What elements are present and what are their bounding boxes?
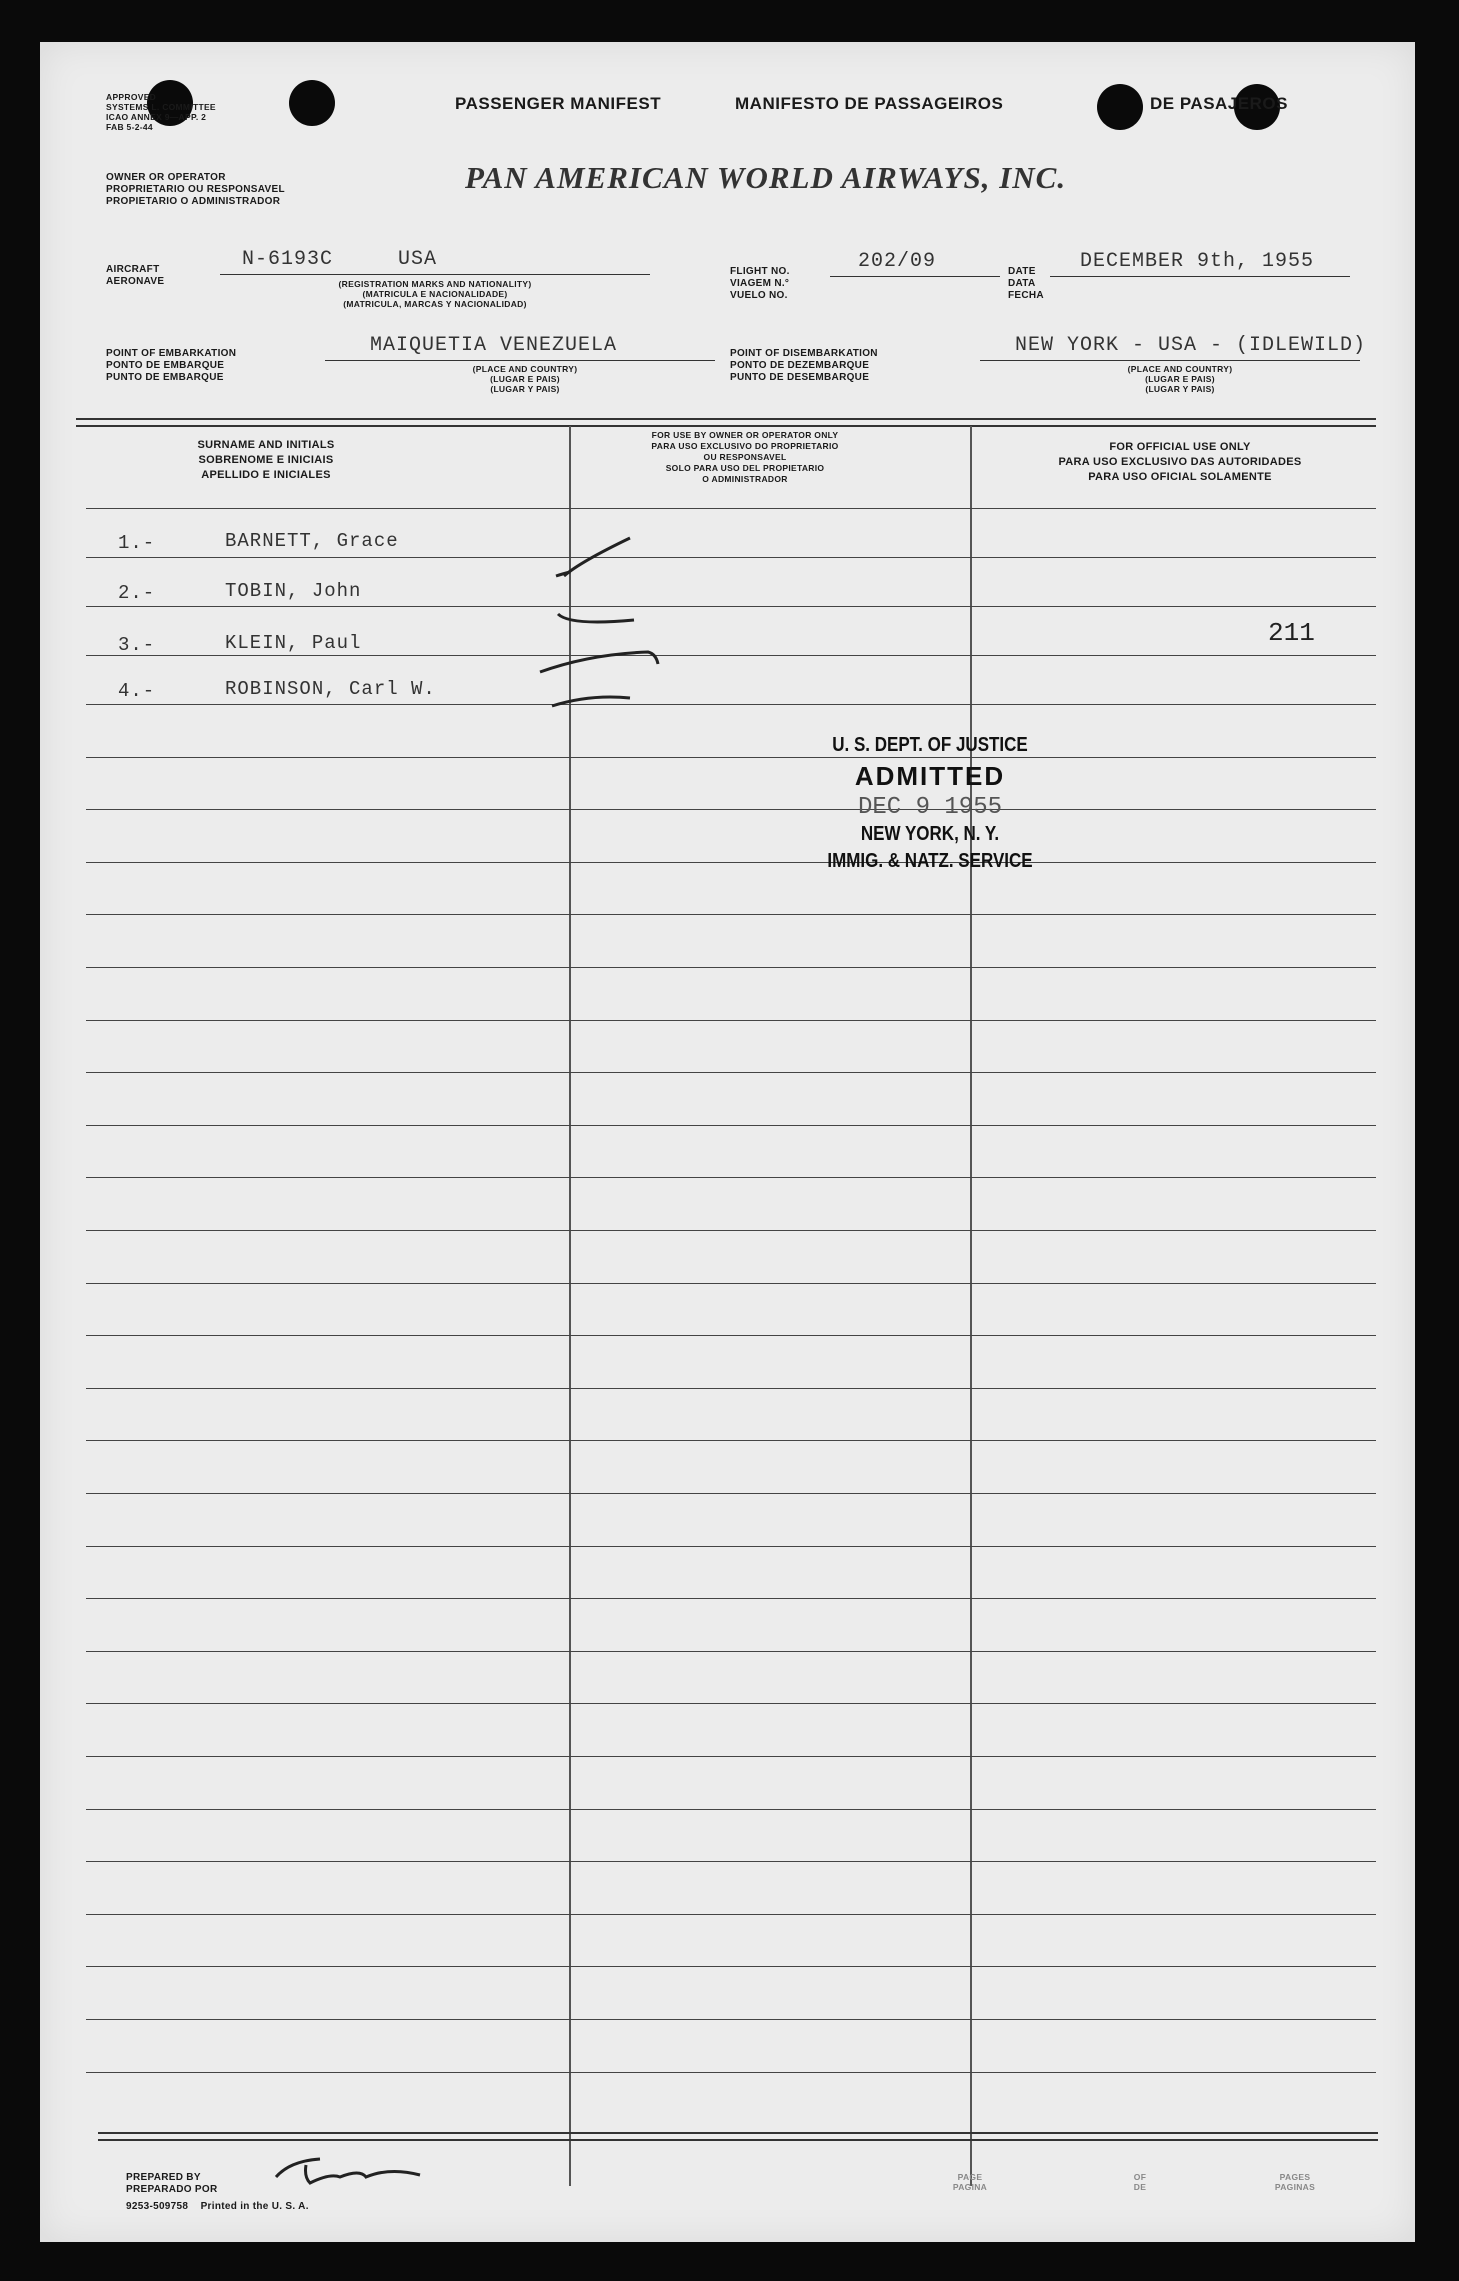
- row-rule: [86, 1598, 1376, 1599]
- column-header-line: PARA USO EXCLUSIVO DO PROPRIETARIO: [651, 441, 839, 451]
- table-bottom-rule: [98, 2132, 1378, 2141]
- passenger-number: 3.-: [118, 634, 156, 656]
- aircraft-sublabel: (REGISTRATION MARKS AND NATIONALITY): [338, 279, 532, 289]
- preparer-signature: [270, 2147, 460, 2197]
- column-header-line: SOLO PARA USO DEL PROPIETARIO: [665, 463, 825, 473]
- check-mark: [552, 697, 630, 706]
- column-header-line: SURNAME AND INITIALS: [197, 439, 335, 451]
- aircraft-sublabel: (MATRICULA, MARCAS Y NACIONALIDAD): [343, 299, 527, 309]
- flight-value: 202/09: [858, 250, 937, 273]
- passenger-number: 4.-: [118, 680, 156, 702]
- embarkation-label: PONTO DE EMBARQUE: [106, 360, 225, 371]
- row-rule: [86, 2072, 1376, 2073]
- row-rule: [86, 1177, 1376, 1178]
- check-mark: [540, 652, 658, 672]
- check-mark: [556, 572, 570, 576]
- embarkation-label: POINT OF EMBARKATION: [106, 348, 237, 359]
- row-rule: [86, 655, 1376, 656]
- field-underline: [220, 274, 650, 275]
- column-header-line: APELLIDO E INICIALES: [201, 469, 331, 481]
- approval-line: SYSTEMS L. COMMITTEE: [106, 102, 216, 112]
- prepared-label: PREPARADO POR: [126, 2184, 218, 2195]
- disembarkation-label: PUNTO DE DESEMBARQUE: [730, 372, 870, 383]
- row-rule: [86, 508, 1376, 509]
- stamp-line: IMMIG. & NATZ. SERVICE: [827, 850, 1033, 872]
- row-rule: [86, 704, 1376, 705]
- row-rule: [86, 1756, 1376, 1757]
- passenger-number: 1.-: [118, 532, 156, 554]
- approval-line: ICAO ANNEX 9—APP. 2: [106, 112, 207, 122]
- row-rule: [86, 1335, 1376, 1336]
- check-mark: [558, 614, 634, 622]
- aircraft-sublabel: (MATRICULA E NACIONALIDADE): [362, 289, 508, 299]
- form-code-text: 9253-509758: [126, 2201, 189, 2212]
- row-rule: [86, 1125, 1376, 1126]
- date-label: DATA: [1008, 278, 1036, 289]
- title-english: PASSENGER MANIFEST: [455, 94, 662, 113]
- row-rule: [86, 1546, 1376, 1547]
- row-rule: [86, 862, 1376, 863]
- row-rule: [86, 809, 1376, 810]
- passenger-number: 2.-: [118, 582, 156, 604]
- column-divider: [970, 426, 972, 2186]
- page-labels: [940, 2172, 1000, 2192]
- row-rule: [86, 557, 1376, 558]
- disembarkation-sublabel: (PLACE AND COUNTRY): [1127, 364, 1233, 374]
- aircraft-label: AIRCRAFT: [106, 264, 160, 275]
- row-rule: [86, 1914, 1376, 1915]
- row-rule: [86, 1230, 1376, 1231]
- airline-name: PAN AMERICAN WORLD AIRWAYS, INC.: [465, 160, 1067, 195]
- stamp-line: DEC 9 1955: [857, 794, 1003, 821]
- owner-label: OWNER OR OPERATOR: [106, 172, 226, 183]
- stamp-line: U. S. DEPT. OF JUSTICE: [832, 734, 1028, 756]
- title-spanish: DE PASAJEROS: [1150, 94, 1288, 113]
- embarkation-value: MAIQUETIA VENEZUELA: [370, 334, 618, 357]
- approval-line: FAB 5-2-44: [106, 122, 153, 132]
- date-label: DATE: [1008, 266, 1036, 277]
- row-rule: [86, 606, 1376, 607]
- row-rule: [86, 2019, 1376, 2020]
- disembarkation-labels: [730, 348, 878, 384]
- embarkation-sublabel: (LUGAR Y PAIS): [490, 384, 560, 394]
- disembarkation-sublabel: (LUGAR E PAIS): [1145, 374, 1215, 384]
- aircraft-value: N-6193C USA: [242, 248, 438, 271]
- row-rule: [86, 967, 1376, 968]
- row-rule: [86, 1966, 1376, 1967]
- disembarkation-value: NEW YORK - USA - (IDLEWILD): [1015, 334, 1367, 357]
- embarkation-sublabels: [440, 364, 610, 394]
- row-rule: [86, 1703, 1376, 1704]
- disembarkation-sublabels: [1090, 364, 1270, 394]
- row-rule: [86, 1440, 1376, 1441]
- field-underline: [830, 276, 1000, 277]
- date-label: FECHA: [1008, 290, 1044, 301]
- passenger-name: KLEIN, Paul: [225, 632, 362, 654]
- row-rule: [86, 757, 1376, 758]
- column-header-line: FOR OFFICIAL USE ONLY: [1109, 441, 1251, 453]
- stamp-line: NEW YORK, N. Y.: [860, 823, 1000, 845]
- page-label: PAGE: [957, 2172, 983, 2182]
- embarkation-labels: [106, 348, 236, 384]
- admitted-stamp: [780, 734, 1080, 873]
- column-header-owner: [580, 430, 910, 485]
- disembarkation-label: POINT OF DISEMBARKATION: [730, 348, 878, 359]
- flight-label: FLIGHT NO.: [730, 266, 790, 277]
- prepared-label: PREPARED BY: [126, 2172, 201, 2183]
- approval-line: APPROVED: [106, 92, 157, 102]
- column-header-line: PARA USO EXCLUSIVO DAS AUTORIDADES: [1058, 456, 1302, 468]
- pages-label: PAGINAS: [1274, 2182, 1316, 2192]
- field-underline: [325, 360, 715, 361]
- prepared-labels: [126, 2172, 218, 2196]
- punch-hole: [1097, 84, 1143, 130]
- column-header-name: [106, 438, 426, 483]
- check-marks: [480, 522, 720, 762]
- of-labels: [1120, 2172, 1160, 2192]
- of-label: OF: [1133, 2172, 1147, 2182]
- column-header-official: [980, 440, 1380, 485]
- aircraft-label: AERONAVE: [106, 276, 165, 287]
- row-rule: [86, 1020, 1376, 1021]
- flight-label: VIAGEM N.°: [730, 278, 790, 289]
- column-header-line: OU RESPONSAVEL: [703, 452, 787, 462]
- row-rule: [86, 1809, 1376, 1810]
- aircraft-sublabels: [220, 279, 650, 309]
- punch-hole: [289, 80, 335, 126]
- approval-block: [106, 92, 216, 132]
- stamp-line: ADMITTED: [854, 761, 1006, 791]
- row-rule: [86, 914, 1376, 915]
- manifest-document: [40, 42, 1415, 2242]
- row-rule: [86, 1283, 1376, 1284]
- owner-labels: [106, 172, 285, 208]
- field-underline: [980, 360, 1360, 361]
- official-number: 211: [1268, 618, 1315, 648]
- date-value: DECEMBER 9th, 1955: [1080, 250, 1315, 273]
- row-rule: [86, 1651, 1376, 1652]
- of-label: DE: [1133, 2182, 1147, 2192]
- column-header-line: PARA USO OFICIAL SOLAMENTE: [1088, 471, 1272, 483]
- embarkation-label: PUNTO DE EMBARQUE: [106, 372, 224, 383]
- embarkation-sublabel: (LUGAR E PAIS): [490, 374, 560, 384]
- table-top-rule: [76, 418, 1376, 427]
- row-rule: [86, 1861, 1376, 1862]
- check-mark: [564, 538, 630, 576]
- flight-label: VUELO NO.: [730, 290, 788, 301]
- embarkation-sublabel: (PLACE AND COUNTRY): [472, 364, 578, 374]
- pages-label: PAGES: [1279, 2172, 1311, 2182]
- form-code: [126, 2202, 309, 2212]
- field-underline: [1050, 276, 1350, 277]
- date-labels: [1008, 266, 1044, 302]
- pages-labels: [1260, 2172, 1330, 2192]
- signature-stroke: [276, 2159, 420, 2183]
- column-header-line: FOR USE BY OWNER OR OPERATOR ONLY: [651, 430, 839, 440]
- row-rule: [86, 1072, 1376, 1073]
- passenger-name: ROBINSON, Carl W.: [225, 678, 436, 700]
- disembarkation-label: PONTO DE DEZEMBARQUE: [730, 360, 870, 371]
- row-rule: [86, 1388, 1376, 1389]
- title-portuguese: MANIFESTO DE PASSAGEIROS: [735, 94, 1004, 113]
- column-header-line: O ADMINISTRADOR: [702, 474, 788, 484]
- flight-labels: [730, 266, 790, 302]
- page-label: PAGINA: [952, 2182, 988, 2192]
- row-rule: [86, 1493, 1376, 1494]
- owner-label: PROPIETARIO O ADMINISTRADOR: [106, 196, 281, 207]
- printed-note: Printed in the U. S. A.: [200, 2201, 309, 2212]
- column-header-line: SOBRENOME E INICIAIS: [198, 454, 334, 466]
- owner-label: PROPRIETARIO OU RESPONSAVEL: [106, 184, 285, 195]
- aircraft-labels: [106, 264, 164, 288]
- passenger-name: BARNETT, Grace: [225, 530, 399, 552]
- disembarkation-sublabel: (LUGAR Y PAIS): [1145, 384, 1215, 394]
- passenger-name: TOBIN, John: [225, 580, 362, 602]
